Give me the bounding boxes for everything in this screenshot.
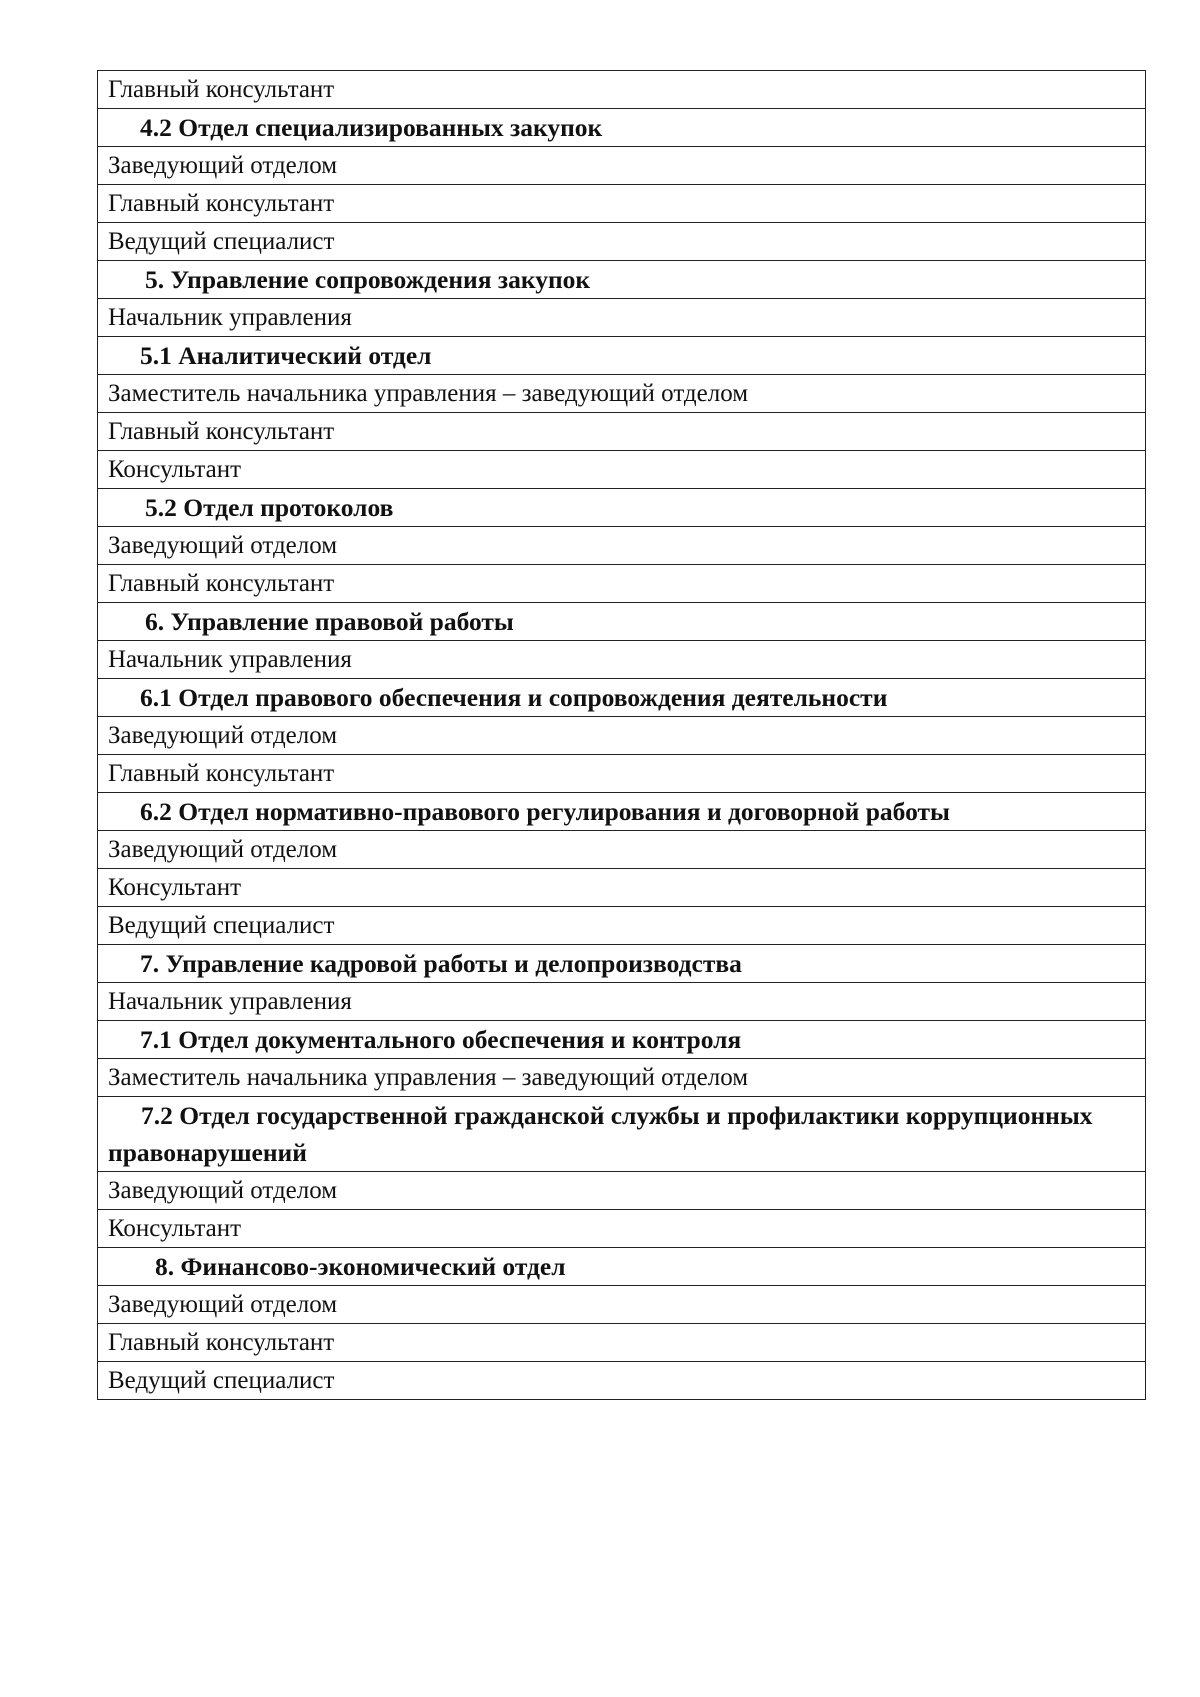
department-heading: 6.2 Отдел нормативно-правового регулирования и договорной работы [98, 793, 1146, 831]
table-row [98, 1362, 1146, 1400]
position-cell: Заместитель начальника управления – заведующий отделом [98, 375, 1146, 413]
position-cell: Заместитель начальника управления – заведующий отделом [98, 1059, 1146, 1097]
position-cell: Заведующий отделом [98, 1286, 1146, 1324]
table-row [98, 109, 1146, 147]
position-cell: Заведующий отделом [98, 147, 1146, 185]
table-row [98, 185, 1146, 223]
position-cell: Начальник управления [98, 641, 1146, 679]
table-row [98, 641, 1146, 679]
position-cell: Главный консультант [98, 413, 1146, 451]
position-cell: Начальник управления [98, 983, 1146, 1021]
table-row [98, 1324, 1146, 1362]
position-cell: Ведущий специалист [98, 907, 1146, 945]
table-row [98, 299, 1146, 337]
table-row [98, 1059, 1146, 1097]
table-row [98, 565, 1146, 603]
table-row [98, 603, 1146, 641]
department-heading: 8. Финансово-экономический отдел [98, 1248, 1146, 1286]
table-row [98, 223, 1146, 261]
table-row [98, 451, 1146, 489]
position-cell: Консультант [98, 451, 1146, 489]
table-row [98, 983, 1146, 1021]
table-row [98, 147, 1146, 185]
table-row [98, 831, 1146, 869]
position-cell: Консультант [98, 1210, 1146, 1248]
position-cell: Главный консультант [98, 755, 1146, 793]
position-cell: Заведующий отделом [98, 1172, 1146, 1210]
staff-structure-table [97, 70, 1146, 1400]
table-row [98, 717, 1146, 755]
table-row [98, 1210, 1146, 1248]
position-cell: Ведущий специалист [98, 1362, 1146, 1400]
department-heading: 6.1 Отдел правового обеспечения и сопровождения деятельности [98, 679, 1146, 717]
position-cell: Заведующий отделом [98, 717, 1146, 755]
directorate-heading: 7. Управление кадровой работы и делопроизводства [98, 945, 1146, 983]
table-row [98, 375, 1146, 413]
table-row [98, 489, 1146, 527]
position-cell: Заведующий отделом [98, 831, 1146, 869]
table-row [98, 71, 1146, 109]
table-row [98, 907, 1146, 945]
position-cell: Главный консультант [98, 565, 1146, 603]
department-heading: 5.2 Отдел протоколов [98, 489, 1146, 527]
department-heading: 7.1 Отдел документального обеспечения и контроля [98, 1021, 1146, 1059]
directorate-heading: 5. Управление сопровождения закупок [98, 261, 1146, 299]
department-heading: 4.2 Отдел специализированных закупок [98, 109, 1146, 147]
table-row [98, 261, 1146, 299]
table-row [98, 1021, 1146, 1059]
table-row [98, 945, 1146, 983]
table-row [98, 337, 1146, 375]
position-cell: Главный консультант [98, 71, 1146, 109]
department-heading: 7.2 Отдел государственной гражданской службы и профилактики коррупционных правонарушений [98, 1097, 1146, 1172]
table-row [98, 413, 1146, 451]
table-row [98, 1097, 1146, 1172]
position-cell: Главный консультант [98, 1324, 1146, 1362]
position-cell: Консультант [98, 869, 1146, 907]
table-row [98, 793, 1146, 831]
table-row [98, 679, 1146, 717]
table-row [98, 1172, 1146, 1210]
position-cell: Начальник управления [98, 299, 1146, 337]
table-row [98, 527, 1146, 565]
position-cell: Ведущий специалист [98, 223, 1146, 261]
table-row [98, 755, 1146, 793]
table-row [98, 1286, 1146, 1324]
table-row [98, 1248, 1146, 1286]
directorate-heading: 6. Управление правовой работы [98, 603, 1146, 641]
table-row [98, 869, 1146, 907]
position-cell: Главный консультант [98, 185, 1146, 223]
department-heading: 5.1 Аналитический отдел [98, 337, 1146, 375]
position-cell: Заведующий отделом [98, 527, 1146, 565]
